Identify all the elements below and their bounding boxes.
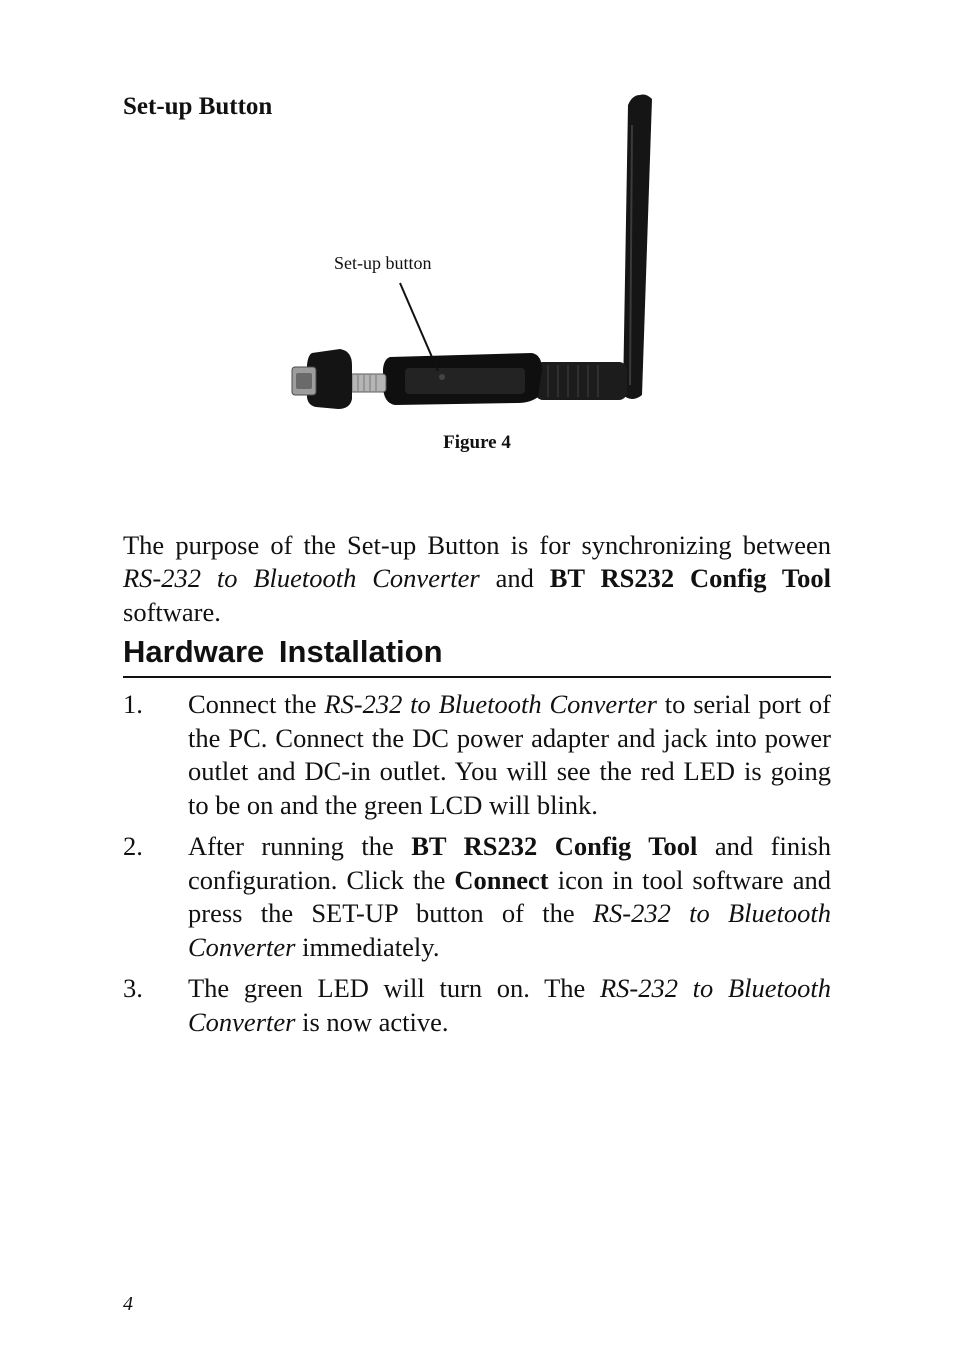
device-photo (280, 85, 680, 415)
setup-button (439, 374, 445, 380)
step-number: 1. (123, 689, 143, 719)
intro-paragraph: The purpose of the Set-up Button is for synchronizing between RS-232 to Bluetooth Converter and BT RS232 Config Tool software. (123, 529, 832, 627)
step-number: 2. (123, 831, 143, 861)
heading-rule (123, 676, 831, 678)
antenna (623, 95, 652, 400)
figure-caption: Figure 4 (443, 432, 511, 453)
section-heading: Set-up Button (123, 93, 273, 120)
hardware-installation-heading: Hardware Installation (123, 634, 443, 669)
step-number: 3. (123, 973, 143, 1003)
page-number: 4 (123, 1293, 133, 1315)
installation-steps (123, 688, 831, 1047)
list-item: 3. The green LED will turn on. The RS-232 to Bluetooth Converter is now active. (123, 973, 831, 1037)
setup-button-callout: Set-up button (334, 253, 432, 273)
list-item: 2. After running the BT RS232 Config Tool and finish configuration. Click the Connect icon in tool software and press the SET-UP button of the RS-232 to Bluetooth Converter immediately. (123, 831, 832, 962)
list-item: 1. Connect the RS-232 to Bluetooth Converter to serial port of the PC. Connect the DC power adapter and jack into power outlet and DC-in outlet. You will see the red LED is going to be on and the green LCD will blink. (123, 689, 831, 820)
